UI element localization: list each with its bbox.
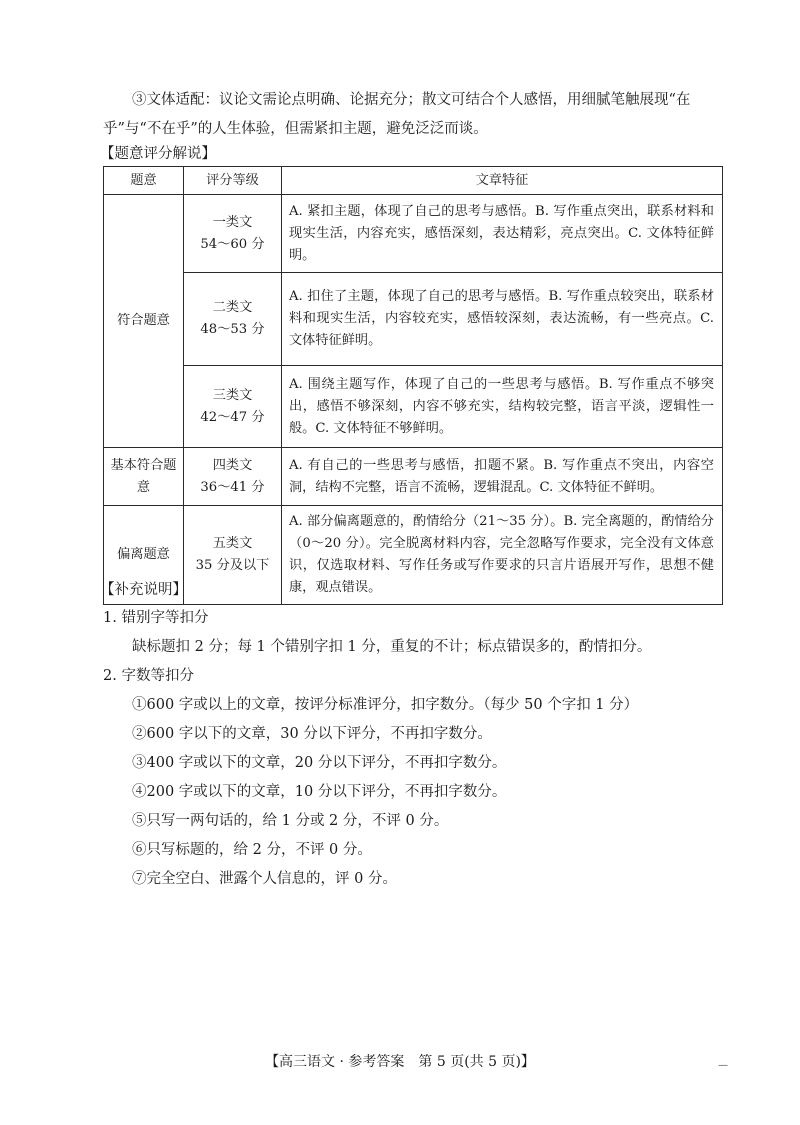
supplement-item-title: 1. 错别字等扣分 — [103, 610, 209, 626]
grade-name: 一类文 — [212, 214, 253, 230]
feature-cell: A. 扣住了主题，体现了自己的思考与感悟。B. 写作重点较突出，联系材料和现实生活，内容较充实，感悟较深刻，表达流畅，有一些亮点。C. 文体特征鲜明。 — [282, 273, 723, 366]
topic-cell: 偏离题意 — [104, 506, 184, 605]
grade-range: 54～60 分 — [200, 236, 265, 252]
topic-cell: 符合题意 — [104, 195, 184, 448]
grade-name: 三类文 — [212, 387, 253, 403]
grade-cell — [184, 366, 282, 448]
list-item: ①600 字或以上的文章，按评分标准评分，扣字数分。（每少 50 个字扣 1 分） — [132, 697, 639, 713]
table-row — [104, 195, 723, 273]
list-item: ⑦完全空白、泄露个人信息的，评 0 分。 — [132, 871, 397, 887]
table-row — [104, 366, 723, 448]
list-item: ③400 字或以下的文章，20 分以下评分，不再扣字数分。 — [132, 755, 507, 771]
grade-range: 48～53 分 — [200, 322, 265, 337]
feature-cell: A. 有自己的一些思考与感悟，扣题不紧。B. 写作重点不突出，内容空洞，结构不完整，语言不流畅，逻辑混乱。C. 文体特征不鲜明。 — [282, 448, 723, 506]
table-row — [104, 273, 723, 366]
supplement-list — [103, 604, 743, 894]
list-item: ②600 字以下的文章，30 分以下评分，不再扣字数分。 — [132, 726, 492, 742]
supplement-item-text: 缺标题扣 2 分；每 1 个错别字扣 1 分，重复的不计；标点错误多的，酌情扣分。 — [132, 639, 652, 655]
intro-paragraph — [103, 86, 738, 144]
grade-cell — [184, 273, 282, 366]
corner-mark: — — [718, 1060, 728, 1071]
table-header-row — [104, 167, 723, 195]
grade-range: 35 分及以下 — [195, 558, 270, 573]
supplement-section-title: 【补充说明】 — [100, 582, 187, 598]
table-row — [104, 448, 723, 506]
list-item: ⑤只写一两句话的，给 1 分或 2 分，不评 0 分。 — [132, 813, 449, 829]
list-item: ④200 字或以下的文章，10 分以下评分，不再扣字数分。 — [132, 784, 507, 800]
grade-name: 五类文 — [212, 536, 253, 551]
supplement-item-title: 2. 字数等扣分 — [103, 668, 194, 684]
rubric-section-title: 【题意评分解说】 — [100, 146, 216, 162]
feature-cell: A. 紧扣主题，体现了自己的思考与感悟。B. 写作重点突出，联系材料和现实生活，内容充实，感悟深刻，表达精彩，亮点突出。C. 文体特征鲜明。 — [282, 195, 723, 273]
grade-name: 四类文 — [212, 457, 253, 473]
grade-cell — [184, 195, 282, 273]
grade-cell — [184, 506, 282, 605]
page-footer: 【高三语文 · 参考答案 第 5 页(共 5 页)】 — [265, 1054, 535, 1070]
header-feature: 文章特征 — [282, 167, 723, 195]
scoring-rubric-table — [103, 166, 723, 605]
grade-range: 36～41 分 — [200, 479, 265, 495]
intro-line-2: 乎”与“不在乎”的人生体验，但需紧扣主题，避免泛泛而谈。 — [103, 121, 488, 137]
header-topic: 题意 — [104, 167, 184, 195]
list-item: ⑥只写标题的，给 2 分，不评 0 分。 — [132, 842, 372, 858]
topic-cell: 基本符合题意 — [104, 448, 184, 506]
table-row — [104, 506, 723, 605]
grade-name: 二类文 — [212, 300, 253, 315]
intro-line-1: ③文体适配：议论文需论点明确、论据充分；散文可结合个人感悟，用细腻笔触展现“在 — [132, 92, 691, 108]
grade-cell — [184, 448, 282, 506]
grade-range: 42～47 分 — [200, 409, 265, 425]
feature-cell: A. 部分偏离题意的，酌情给分（21～35 分）。B. 完全离题的，酌情给分（0～20 分）。完全脱离材料内容，完全忽略写作要求，完全没有文体意识，仅选取材料、写作任务或写作要求的只言片语展开写作，思想不健康，观点错误。 — [282, 506, 723, 605]
header-grade: 评分等级 — [184, 167, 282, 195]
feature-cell: A. 围绕主题写作，体现了自己的一些思考与感悟。B. 写作重点不够突出，感悟不够深刻，内容不够充实，结构较完整，语言平淡，逻辑性一般。C. 文体特征不够鲜明。 — [282, 366, 723, 448]
